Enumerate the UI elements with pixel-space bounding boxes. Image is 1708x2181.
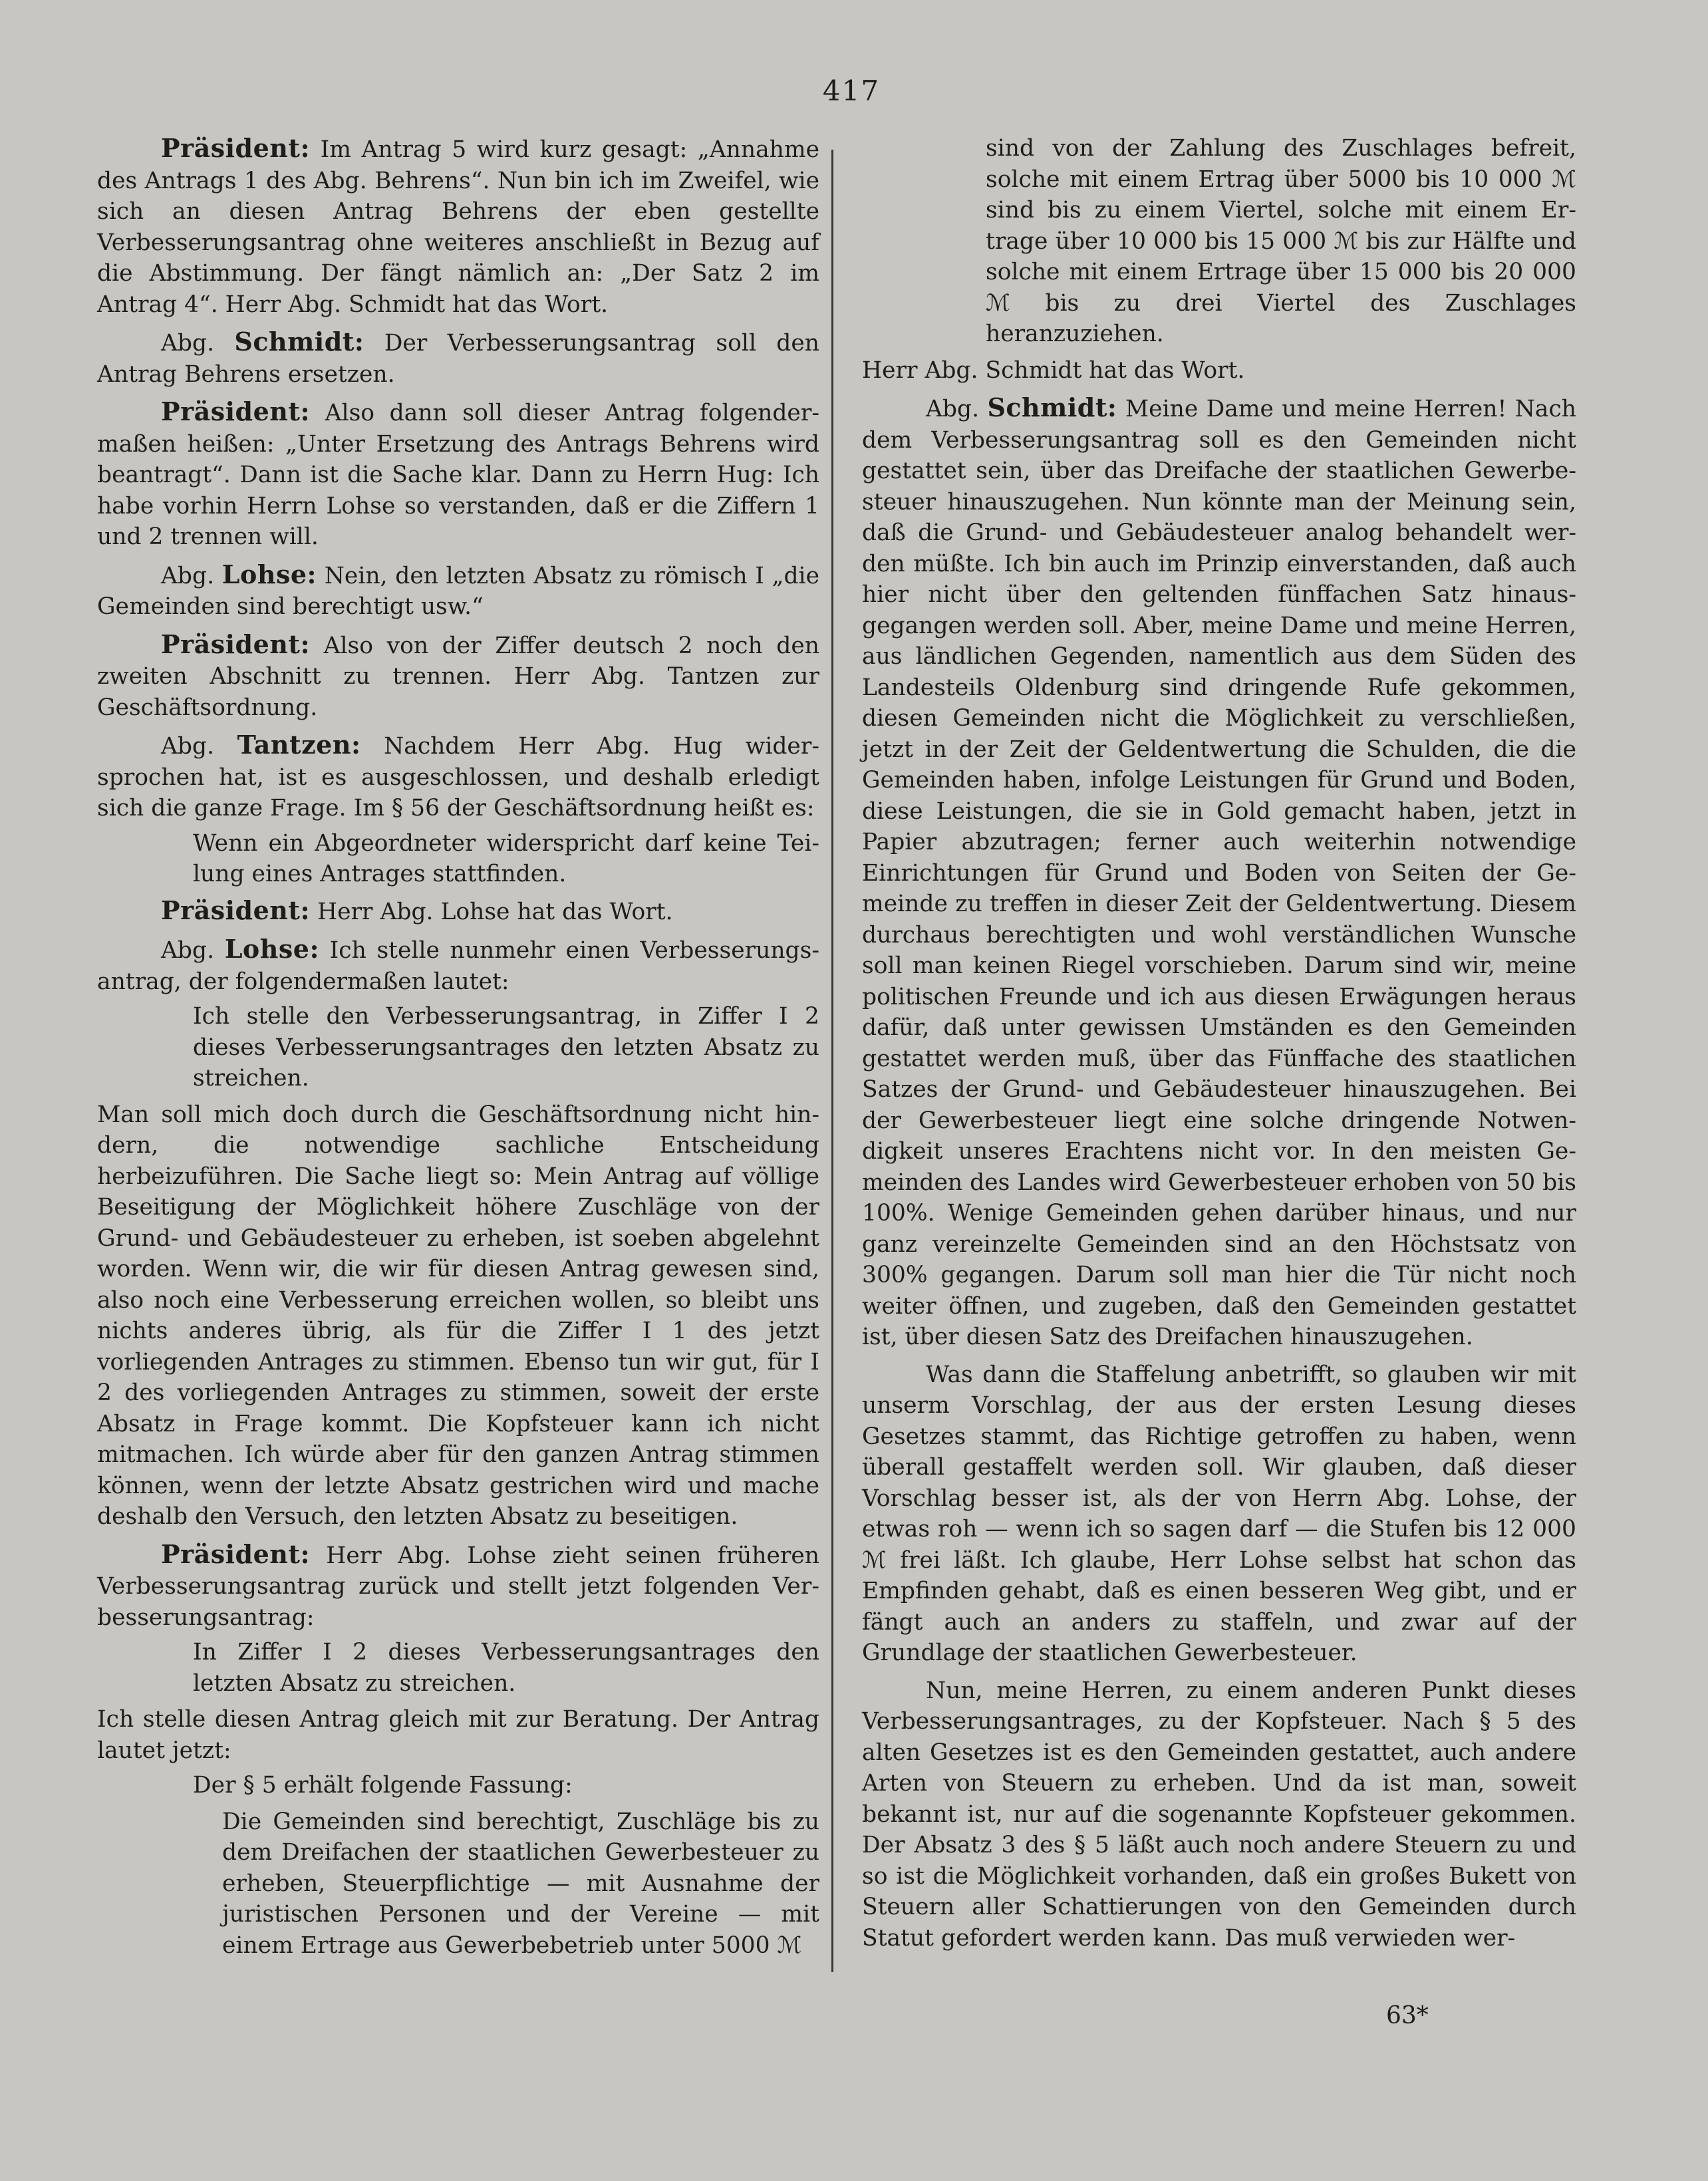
paragraph: Was dann die Staffelung anbetrifft, so glauben wir mit unserm Vorschlag, der aus der ersten Lesung dieses Gesetzes stammt, das Richtige getroffen zu haben, wenn überall gestaffelt werden soll. Wir glauben, daß dieser Vorschlag besser ist, als der von Herrn Abg. Lohse, der etwas roh — wenn ich so sagen darf — die Stufen bis 12 000 ℳ frei läßt. Ich glaube, Herr Lohse selbst hat schon das Empfinden gehabt, daß es einen besseren Weg gibt, und er fängt auch an anders zu staffeln, und zwar auf der Grundlage der staatlichen Gewerbesteuer.: [862, 1361, 1576, 1666]
speaker-name: Präsident:: [161, 396, 311, 426]
paragraph: Nun, meine Herren, zu einem anderen Punkt dieses Verbesserungsantrages, zu der Kopfsteuer. Nach § 5 des alten Gesetzes ist es den Gemeinden gestattet, auch andere Arten von Steuern zu erheben. Und da ist man, soweit bekannt ist, nur auf die sogenannte Kopfsteuer gekommen. Der Absatz 3 des § 5 läßt auch noch andere Steuern zu und so ist die Möglichkeit vorhanden, daß ein großes Bukett von Steuern aller Schattierungen von den Gemeinden durch Statut gefordert werden kann. Das muß verwieden wer-: [862, 1677, 1576, 1952]
column-divider: [831, 150, 833, 1972]
quoted-heading: Der § 5 erhält folgende Fassung:: [193, 1772, 573, 1799]
speaker-name: Präsident:: [161, 629, 311, 659]
paragraph: [97, 396, 819, 553]
paragraph: [97, 327, 819, 390]
paragraph: [97, 629, 819, 724]
paragraph-text: Ich stelle nunmehr einen Verbesserungsantrag, der folgendermaßen lautet:: [97, 937, 819, 995]
paragraph-text: Meine Dame und meine Herren! Nach dem Verbesserungsantrag soll es den Gemeinden nicht gestattet sein, über das Dreifache der staatlichen Gewerbesteuer hinauszugehen. Nun könnte man der Meinung sein, daß die Grund- und Gebäudesteuer analog behandelt werden müßte. Ich bin auch im Prinzip einverstanden, daß auch hier nicht über den geltenden fünffachen Satz hinausgegangen werden soll. Aber, meine Dame und meine Herren, aus ländlichen Gegenden, namentlich aus dem Süden des Landesteils Oldenburg sind dringende Rufe gekommen, diesen Gemeinden nicht die Möglichkeit zu verschließen, jetzt in der Zeit der Geldentwertung die Schulden, die die Gemeinden haben, infolge Leistungen für Grund und Boden, diese Leistungen, die sie in Gold gemacht haben, jetzt in Papier abzutragen; ferner auch weiterhin notwendige Einrichtungen für Grund und Boden von Seiten der Gemeinde zu treffen in dieser Zeit der Geldentwertung. Diesem durchaus berechtigten und wohl verständlichen Wunsche soll man keinen Riegel vorschieben. Darum sind wir, meine politischen Freunde und ich aus diesen Erwägungen heraus dafür, daß unter gewissen Umständen es den Gemeinden gestattet werden muß, über das Fünffache des staatlichen Satzes der Grund- und Gebäudesteuer hinauszugehen. Bei der Gewerbesteuer liegt eine solche dringende Notwendigkeit unseres Erachtens nicht vor. In den meisten Gemeinden des Landes wird Gewerbesteuer erhoben von 50 bis 100%. Wenige Gemeinden gehen darüber hinaus, und nur ganz vereinzelte Gemeinden sind an den Höchstsatz von 300% gegangen. Darum soll man hier die Tür nicht noch weiter öffnen, und zugeben, daß den Gemeinden gestattet ist, über diesen Satz des Dreifachen hinauszugehen.: [862, 396, 1577, 1350]
paragraph: Man soll mich doch durch die Geschäftsordnung nicht hindern, die notwendige sachliche Entscheidung herbeizuführen. Die Sache liegt so: Mein Antrag auf völlige Beseitigung der Möglichkeit höhere Zuschläge von der Grund- und Gebäudesteuer zu erheben, ist soeben abgelehnt worden. Wenn wir, die wir für diesen Antrag gewesen sind, also noch eine Verbesserung erreichen wollen, so bleibt uns nichts anderes übrig, als für die Ziffer I 1 des jetzt vorliegenden Antrages zu stimmen. Ebenso tun wir gut, für I 2 des vorliegenden Antrages zu stimmen, soweit der erste Absatz in Frage kommt. Die Kopfsteuer kann ich nicht mitmachen. Ich würde aber für den ganzen Antrag stimmen können, wenn der letzte Absatz gestrichen wird und mache deshalb den Versuch, den letzten Absatz zu beseitigen.: [97, 1101, 819, 1530]
speaker-title: Abg.: [161, 937, 215, 964]
speaker-name: Präsident:: [161, 895, 311, 925]
paragraph-text: Der Verbesserungsantrag soll den Antrag Behrens ersetzen.: [97, 330, 820, 388]
signature-mark: 63*: [1386, 2002, 1429, 2029]
paragraph-text: Also von der Ziffer deutsch 2 noch den zweiten Abschnitt zu trennen. Herr Abg. Tantzen zur Geschäftsordnung.: [97, 632, 819, 721]
speaker-name: Präsident:: [161, 1538, 311, 1569]
speaker-name: Lohse:: [221, 559, 317, 589]
speaker-name: Schmidt:: [234, 327, 364, 357]
paragraph-text: Im Antrag 5 wird kurz gesagt: „Annahme des Antrags 1 des Abg. Behrens“. Nun bin ich im Zweifel, wie sich an diesen Antrag Behrens der eben gestellte Verbesserungsantrag ohne weiteres anschließt in Bezug auf die Abstimmung. Der fängt nämlich an: „Der Satz 2 im Antrag 4“. Herr Abg. Schmidt hat das Wort.: [97, 136, 819, 318]
paragraph-text: Herr Abg. Lohse hat das Wort.: [317, 898, 673, 925]
speaker-name: Schmidt:: [987, 392, 1117, 422]
left-column: [97, 133, 819, 1966]
speaker-name: Präsident:: [161, 133, 311, 163]
paragraph: [862, 392, 1576, 1353]
right-column: [862, 133, 1576, 1960]
speaker-title: Abg.: [161, 733, 215, 760]
speaker-title: Abg.: [161, 562, 215, 589]
quoted-rule: Wenn ein Abgeordneter widerspricht darf keine Teilung eines Antrages stattfinden.: [193, 829, 819, 887]
speaker-title: Abg.: [161, 330, 215, 357]
paragraph: [97, 895, 819, 928]
paragraph: [97, 559, 819, 623]
paragraph-text: Herr Abg. Lohse zieht seinen früheren Verbesserungsantrag zurück und stellt jetzt folgenden Verbesserungsantrag:: [97, 1542, 819, 1631]
speaker-title: Abg.: [926, 396, 980, 422]
paragraph: [97, 1539, 819, 1634]
quoted-motion: Ich stelle den Verbesserungsantrag, in Ziffer I 2 dieses Verbesserungsantrages den letzten Absatz zu streichen.: [193, 1003, 819, 1091]
quoted-text: Die Gemeinden sind berechtigt, Zuschläge bis zu dem Dreifachen der staatlichen Gewerbesteuer zu erheben, Steuerpflichtige — mit Ausnahme der juristischen Personen und der Vereine — mit einem Ertrage aus Gewerbebetrieb unter 5000 ℳ: [222, 1808, 819, 1959]
speaker-name: Tantzen:: [237, 730, 361, 760]
speaker-name: Lohse:: [224, 934, 319, 964]
page-number: 417: [822, 74, 881, 107]
paragraph: [97, 934, 819, 997]
paragraph: Herr Abg. Schmidt hat das Wort.: [862, 357, 1245, 384]
paragraph-text: Nein, den letzten Absatz zu römisch I „die Gemeinden sind berechtigt usw.“: [97, 562, 820, 620]
paragraph-text: Also dann soll dieser Antrag folgendermaßen heißen: „Unter Ersetzung des Antrags Behrens wird beantragt“. Dann ist die Sache klar. Dann zu Herrn Hug: Ich habe vorhin Herrn Lohse so verstanden, daß er die Ziffern 1 und 2 trennen will.: [97, 400, 820, 550]
paragraph-text: Nachdem Herr Abg. Hug widersprochen hat, ist es ausgeschlossen, und deshalb erledigt sich die ganze Frage. Im § 56 der Geschäftsordnung heißt es:: [97, 733, 820, 821]
paragraph: Ich stelle diesen Antrag gleich mit zur Beratung. Der Antrag lautet jetzt:: [97, 1706, 819, 1764]
paragraph: [97, 730, 819, 824]
paragraph: [97, 133, 819, 320]
quoted-motion: In Ziffer I 2 dieses Verbesserungsantrages den letzten Absatz zu streichen.: [193, 1639, 819, 1697]
quoted-text-continued: sind von der Zahlung des Zuschlages befreit, solche mit einem Ertrag über 5000 bis 10 000 ℳ sind bis zu einem Viertel, solche mit einem Ertrage über 10 000 bis 15 000 ℳ bis zur Hälfte und solche mit einem Ertrage über 15 000 bis 20 000 ℳ bis zu drei Viertel des Zuschlages heranzuziehen.: [986, 135, 1576, 347]
